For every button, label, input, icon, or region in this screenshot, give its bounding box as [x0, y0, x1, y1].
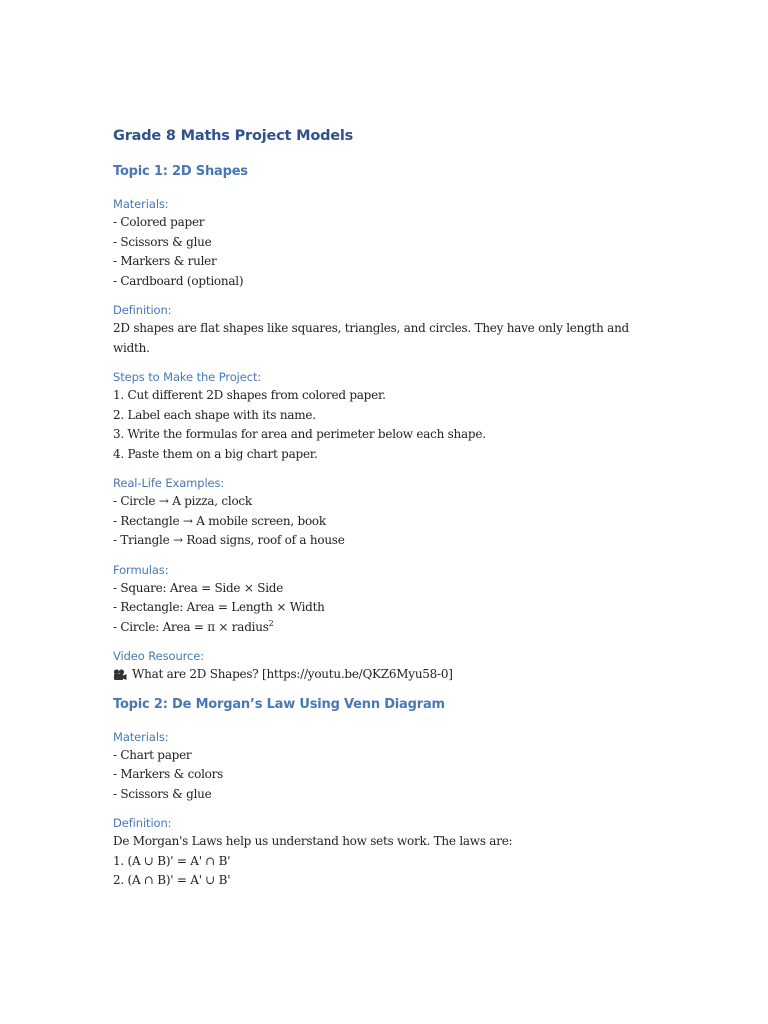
list-item: 1. Cut different 2D shapes from colored paper. — [113, 388, 386, 402]
topic1-video-section — [113, 647, 653, 685]
list-item: 1. (A ∪ B)' = A' ∩ B' — [113, 853, 231, 868]
topic2-definition-section — [113, 814, 653, 891]
list-item: 2. (A ∩ B)' = A' ∪ B' — [113, 873, 231, 887]
list-item: 4. Paste them on a big chart paper. — [113, 446, 318, 461]
document-content — [113, 125, 653, 901]
list-item: De Morgan's Laws help us understand how sets work. The laws are: — [113, 834, 513, 848]
topic1-materials-section — [113, 195, 653, 291]
topic1-definition-text: 2D shapes are flat shapes like squares, triangles, and circles. They have only length and width. — [113, 321, 629, 355]
topic2-heading: Topic 2: De Morgan’s Law Using Venn Diagram — [113, 696, 445, 712]
video-resource-line — [113, 665, 653, 685]
list-item: - Colored paper — [113, 215, 205, 229]
topic1-heading: Topic 1: 2D Shapes — [113, 164, 248, 179]
document-title: Grade 8 Maths Project Models — [113, 128, 354, 144]
topic1-steps-section — [113, 368, 653, 464]
movie-camera-icon — [113, 669, 127, 681]
video-link-text[interactable]: What are 2D Shapes? [https://youtu.be/QKZ6Myu58-0] — [132, 667, 453, 681]
topic1-video-heading: Video Resource: — [113, 649, 204, 663]
list-item: - Circle → A pizza, clock — [113, 494, 252, 508]
list-item: - Chart paper — [113, 747, 192, 762]
list-item: - Scissors & glue — [113, 234, 212, 249]
list-item: - Scissors & glue — [113, 786, 212, 801]
list-item: 2. Label each shape with its name. — [113, 407, 316, 422]
list-item: - Markers & ruler — [113, 254, 217, 268]
topic1-definition-heading: Definition: — [113, 303, 172, 317]
topic1-definition-section — [113, 301, 653, 358]
list-item: - Square: Area = Side × Side — [113, 580, 284, 595]
list-item: - Triangle → Road signs, roof of a house — [113, 533, 345, 547]
list-item: 3. Write the formulas for area and perimeter below each shape. — [113, 427, 486, 441]
topic1-materials-heading: Materials: — [113, 197, 169, 211]
list-item: - Rectangle → A mobile screen, book — [113, 513, 326, 528]
topic2-materials-heading: Materials: — [113, 729, 169, 744]
topic1-examples-heading: Real-Life Examples: — [113, 476, 225, 490]
topic1-examples-section — [113, 474, 653, 551]
topic1-formulas-section — [113, 561, 653, 638]
superscript: 2 — [268, 618, 274, 628]
formula-text: - Circle: Area = π × radius — [113, 619, 269, 634]
list-item: - Rectangle: Area = Length × Width — [113, 600, 325, 614]
topic2-definition-heading: Definition: — [113, 816, 172, 830]
topic2-materials-section — [113, 728, 653, 805]
list-item: - Markers & colors — [113, 767, 224, 781]
topic1-steps-heading: Steps to Make the Project: — [113, 370, 262, 384]
list-item — [113, 618, 653, 638]
topic1-formulas-heading: Formulas: — [113, 562, 169, 577]
list-item: - Cardboard (optional) — [113, 273, 244, 288]
